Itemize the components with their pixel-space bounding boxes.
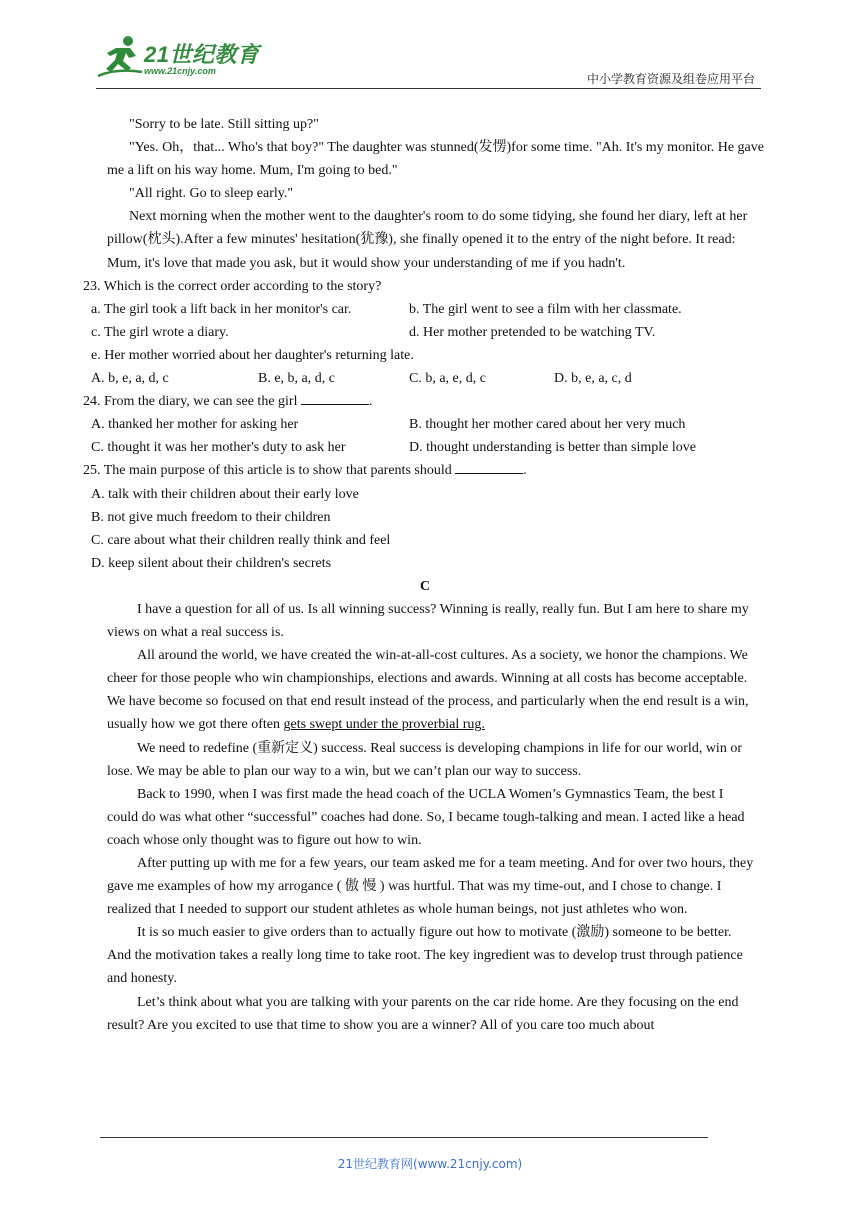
story-paragraph: "Sorry to be late. Still sitting up?" (129, 117, 319, 132)
underlined-phrase: gets swept under the proverbial rug. (283, 717, 485, 733)
passage-paragraph: It is so much easier to give orders than to actually figure out how to motivate (激励) someone to be better. And the motivation takes a really long time to take root. The key ingredient was to develop trust through patience and honesty. (107, 925, 743, 987)
event-d: d. Her mother pretended to be watching TV. (409, 324, 656, 340)
option-c: C. thought it was her mother's duty to ask her (91, 440, 346, 456)
document-body (83, 113, 767, 1037)
passage-paragraph: Back to 1990, when I was first made the head coach of the UCLA Women’s Gymnastics Team, the best I could do was what other “successful” coaches had done. So, I became tough-talking and mean. I acted like a head coach whose only thought was to figure out how to win. (107, 786, 745, 848)
question-25: 25. The main purpose of this article is to show that parents should . A. talk with their children about their early love B. not give much freedom to their children C. care about what their children really think and feel D. keep silent about their children's secrets (83, 459, 767, 574)
event-b: b. The girl went to see a film with her classmate. (409, 301, 682, 317)
answer-blank (455, 459, 523, 474)
event-c: c. The girl wrote a diary. (91, 324, 229, 340)
runner-logo-icon (96, 34, 146, 80)
option-b: B. e, b, a, d, c (258, 371, 335, 387)
question-stem: 24. From the diary, we can see the girl (83, 394, 298, 410)
logo-url: www.21cnjy.com (144, 66, 216, 76)
passage-c (107, 598, 757, 1037)
footer-divider (100, 1137, 708, 1138)
question-23 (83, 275, 767, 390)
option-d: D. b, e, a, c, d (554, 371, 632, 387)
question-stem: 25. The main purpose of this article is to show that parents should (83, 463, 452, 479)
option-d: D. keep silent about their children's secrets (91, 555, 332, 571)
event-e: e. Her mother worried about her daughter's returning late. (91, 347, 414, 363)
passage-paragraph: Let’s think about what you are talking with your parents on the car ride home. Are they focusing on the end result? Are you excited to use that time to show you are a winner? All of you care too much about (107, 994, 739, 1033)
story-paragraph: "Yes. Oh，that... Who's that boy?" The daughter was stunned(发愣)for some time. "Ah. It's my monitor. He gave me a lift on his way home. Mum, I'm going to bed." (107, 140, 764, 179)
header-divider (96, 88, 761, 89)
story-paragraph: "All right. Go to sleep early." (129, 186, 294, 202)
page-header (96, 28, 761, 90)
passage-paragraph: I have a question for all of us. Is all winning success? Winning is really, really fun. But I am here to share my views on what a real success is. (107, 601, 749, 641)
passage-paragraph: We need to redefine (重新定义) success. Real success is developing champions in life for our world, win or (137, 740, 742, 756)
option-c: C. care about what their children really think and feel (91, 532, 391, 548)
option-a: A. talk with their children about their early love (91, 486, 359, 502)
site-logo (96, 34, 266, 82)
option-d: D. thought understanding is better than simple love (409, 440, 696, 456)
option-a: A. thanked her mother for asking her (91, 417, 299, 433)
option-b: B. not give much freedom to their children (91, 509, 331, 525)
platform-name: 中小学教育资源及组卷应用平台 (586, 72, 755, 86)
option-b: B. thought her mother cared about her very much (409, 417, 686, 433)
passage-paragraph: lose. We may be able to plan our way to a win, but we can’t plan our way to success. (107, 763, 582, 779)
story-paragraph: Next morning when the mother went to the daughter's room to do some tidying, she found her diary, left at her pillow(枕头).After a few minutes' hesitation(犹豫), she finally opened it to the entry of the night before. It read: Mum, it's love that made you ask, but it would show your understanding of me if you hadn't. (107, 209, 748, 271)
section-label: C (419, 578, 431, 594)
question-stem: 23. Which is the correct order according to the story? (83, 278, 382, 294)
answer-blank (301, 390, 369, 405)
question-24: 24. From the diary, we can see the girl . A. thanked her mother for asking her B. thought her mother cared about her very much C. thought it was her mother's duty to ask her D. thought understanding is better than simple love (83, 390, 767, 459)
passage-paragraph: All around the world, we have created the win-at-all-cost cultures. As a society, we honor the champions. We cheer for those people who win championships, elections and awards. Winning at all costs has become acceptable. We have become so focused on that end result instead of the process, and particularly when the end result is a win, usually how we got there often gets swept under the proverbial rug. (107, 648, 749, 733)
option-a: A. b, e, a, d, c (91, 371, 169, 387)
logo-title: 21世纪教育 (144, 42, 260, 67)
footer-link[interactable]: 21世纪教育网(www.21cnjy.com) (337, 1157, 523, 1171)
option-c: C. b, a, e, d, c (409, 371, 486, 387)
event-a: a. The girl took a lift back in her monitor's car. (91, 301, 352, 317)
passage-paragraph: After putting up with me for a few years, our team asked me for a team meeting. And for over two hours, they gave me examples of how my arrogance ( 傲 慢 ) was hurtful. That was my time-out, and I chose to change. I realized that I needed to support our student athletes as whole human beings, not just athletes who won. (107, 856, 754, 918)
